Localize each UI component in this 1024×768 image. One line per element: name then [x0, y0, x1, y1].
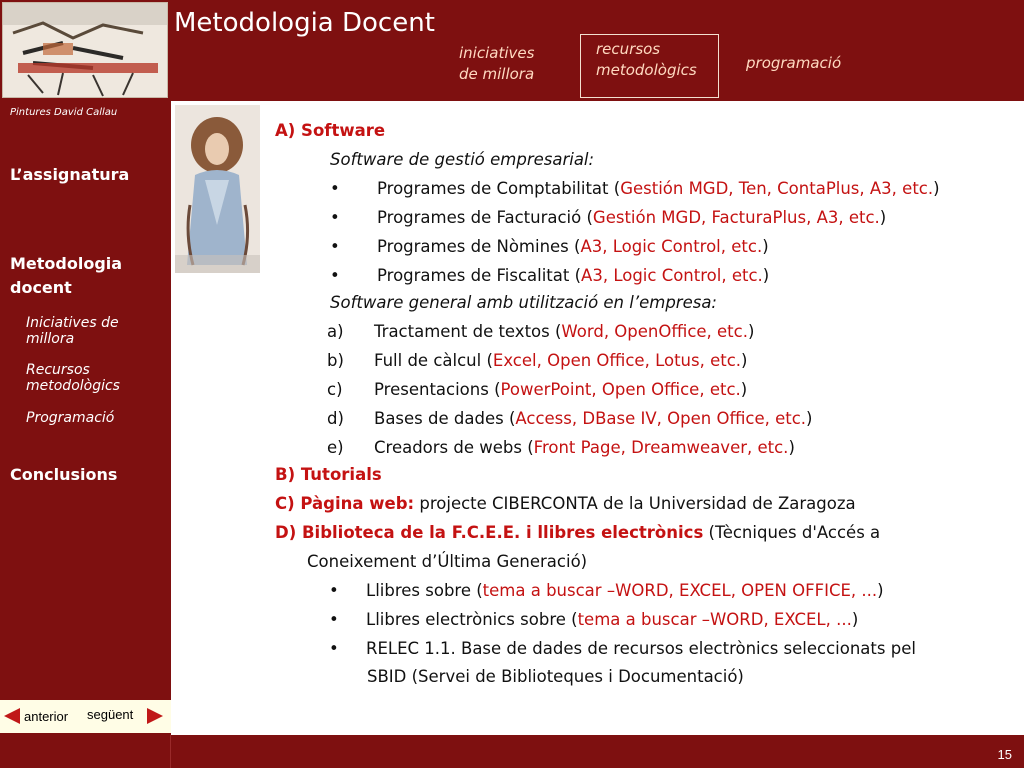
- list-item: [330, 232, 769, 261]
- item-highlight: A3, Logic Control, etc.: [581, 266, 763, 285]
- sidebar-label-line1: Metodologia: [10, 254, 123, 273]
- sidebar-item-assignatura[interactable]: L’assignatura: [10, 165, 130, 184]
- list-item: [329, 605, 858, 634]
- list-item-cont: SBID (Servei de Biblioteques i Documentació): [367, 667, 744, 686]
- portrait-painting-image: [175, 105, 260, 273]
- footer-left-block: [0, 735, 171, 768]
- sidebar-item-conclusions[interactable]: Conclusions: [10, 465, 118, 484]
- bullet: •: [330, 208, 340, 227]
- list-marker: e): [327, 438, 344, 457]
- section-a-title: A) Software: [275, 121, 386, 140]
- item-highlight: tema a buscar –WORD, EXCEL, ...: [577, 610, 852, 629]
- item-text: ): [788, 438, 795, 457]
- page-number: 15: [997, 747, 1012, 762]
- item-text: ): [851, 610, 859, 629]
- item-text: Programes de Nòmines (: [377, 237, 581, 256]
- item-text: ): [877, 581, 884, 600]
- item-text: ): [762, 266, 770, 285]
- nav-recursos-metodologics[interactable]: [580, 34, 719, 98]
- previous-arrow-icon[interactable]: [4, 708, 20, 724]
- section-c-title: C) Pàgina web:: [275, 494, 415, 513]
- item-text: ): [762, 237, 769, 256]
- list-item: [327, 375, 747, 404]
- sidebar-subitem-programacio[interactable]: Programació: [26, 410, 115, 426]
- nav-label-line1: programació: [746, 54, 842, 72]
- section-a-subtitle-1: Software de gestió empresarial:: [330, 150, 595, 169]
- page-title: Metodologia Docent: [174, 8, 435, 38]
- section-d-title: D) Biblioteca de la F.C.E.E. i llibres electrònics: [275, 523, 704, 542]
- bullet: •: [329, 639, 339, 658]
- list-item: [330, 174, 940, 203]
- item-text: ): [741, 351, 748, 370]
- nav-label-line2: de millora: [459, 65, 535, 83]
- item-highlight: A3, Logic Control, etc.: [580, 237, 763, 256]
- item-text: Bases de dades (: [374, 409, 516, 428]
- next-arrow-icon[interactable]: [147, 708, 163, 724]
- item-highlight: Word, OpenOffice, etc.: [561, 322, 748, 341]
- previous-button[interactable]: anterior: [24, 709, 69, 724]
- next-button[interactable]: següent: [87, 707, 134, 722]
- painting-credit: Pintures David Callau: [10, 107, 118, 118]
- sidebar-sublabel-line1: Recursos: [26, 362, 90, 378]
- header-painting-image: [2, 2, 168, 98]
- list-item: [327, 404, 812, 433]
- item-text: Presentacions (: [374, 380, 501, 399]
- section-b-title: B) Tutorials: [275, 465, 382, 484]
- list-marker: d): [327, 409, 344, 428]
- item-highlight: Gestión MGD, FacturaPlus, A3, etc.: [592, 208, 880, 227]
- item-text: RELEC 1.1. Base de dades de recursos electrònics seleccionats pel: [366, 639, 916, 658]
- nav-label-line2: metodològics: [596, 61, 697, 79]
- item-text: Programes de Fiscalitat (: [377, 266, 582, 285]
- item-highlight: Front Page, Dreamweaver, etc.: [533, 438, 789, 457]
- item-highlight: Access, DBase IV, Open Office, etc.: [515, 409, 807, 428]
- nav-iniciatives-de-millora[interactable]: [459, 43, 534, 85]
- sidebar-subitem-recursos[interactable]: [26, 362, 120, 394]
- list-item: [327, 346, 747, 375]
- list-item: [327, 433, 795, 462]
- bullet: •: [329, 581, 339, 600]
- list-item: [329, 634, 916, 663]
- bullet: •: [330, 179, 340, 198]
- item-text: Programes de Comptabilitat (: [377, 179, 621, 198]
- section-d-line: [275, 518, 880, 547]
- item-text: Full de càlcul (: [374, 351, 493, 370]
- list-item: [330, 203, 886, 232]
- item-text: ): [740, 380, 748, 399]
- item-text: ): [933, 179, 940, 198]
- list-item: [330, 261, 769, 290]
- bullet: •: [329, 610, 339, 629]
- item-highlight: Gestión MGD, Ten, ContaPlus, A3, etc.: [620, 179, 934, 198]
- bullet: •: [330, 266, 340, 285]
- sidebar-sublabel-line1: Iniciatives de: [26, 315, 119, 331]
- sidebar-sublabel-line2: metodològics: [26, 378, 120, 394]
- nav-programacio[interactable]: [746, 53, 841, 74]
- section-d-text: (Tècniques d'Accés a: [703, 523, 881, 542]
- nav-label-line1: iniciatives: [459, 44, 535, 62]
- item-highlight: PowerPoint, Open Office, etc.: [500, 380, 741, 399]
- item-text: Programes de Facturació (: [377, 208, 593, 227]
- item-text: Tractament de textos (: [374, 322, 562, 341]
- item-text: ): [747, 322, 755, 341]
- list-marker: c): [327, 380, 343, 399]
- list-marker: b): [327, 351, 344, 370]
- sidebar-item-metodologia-docent[interactable]: [10, 252, 122, 300]
- item-text: Llibres electrònics sobre (: [366, 610, 578, 629]
- item-highlight: Excel, Open Office, Lotus, etc.: [492, 351, 742, 370]
- bullet: •: [330, 237, 340, 256]
- list-item: [327, 317, 754, 346]
- item-text: Llibres sobre (: [366, 581, 483, 600]
- section-c-line: [275, 489, 856, 518]
- list-marker: a): [327, 322, 344, 341]
- item-highlight: tema a buscar –WORD, EXCEL, OPEN OFFICE, ...: [482, 581, 878, 600]
- nav-label-line1: recursos: [596, 40, 661, 58]
- section-c-text: projecte CIBERCONTA de la Universidad de Zaragoza: [414, 494, 856, 513]
- item-text: ): [806, 409, 813, 428]
- item-text: ): [879, 208, 887, 227]
- sidebar-label-line2: docent: [10, 278, 72, 297]
- section-d-text-cont: Coneixement d’Última Generació): [307, 552, 588, 571]
- list-item: [329, 576, 884, 605]
- sidebar-subitem-iniciatives[interactable]: [26, 315, 119, 347]
- sidebar-sublabel-line2: millora: [26, 331, 75, 347]
- item-text: Creadors de webs (: [374, 438, 534, 457]
- section-a-subtitle-2: Software general amb utilització en l’empresa:: [330, 293, 717, 312]
